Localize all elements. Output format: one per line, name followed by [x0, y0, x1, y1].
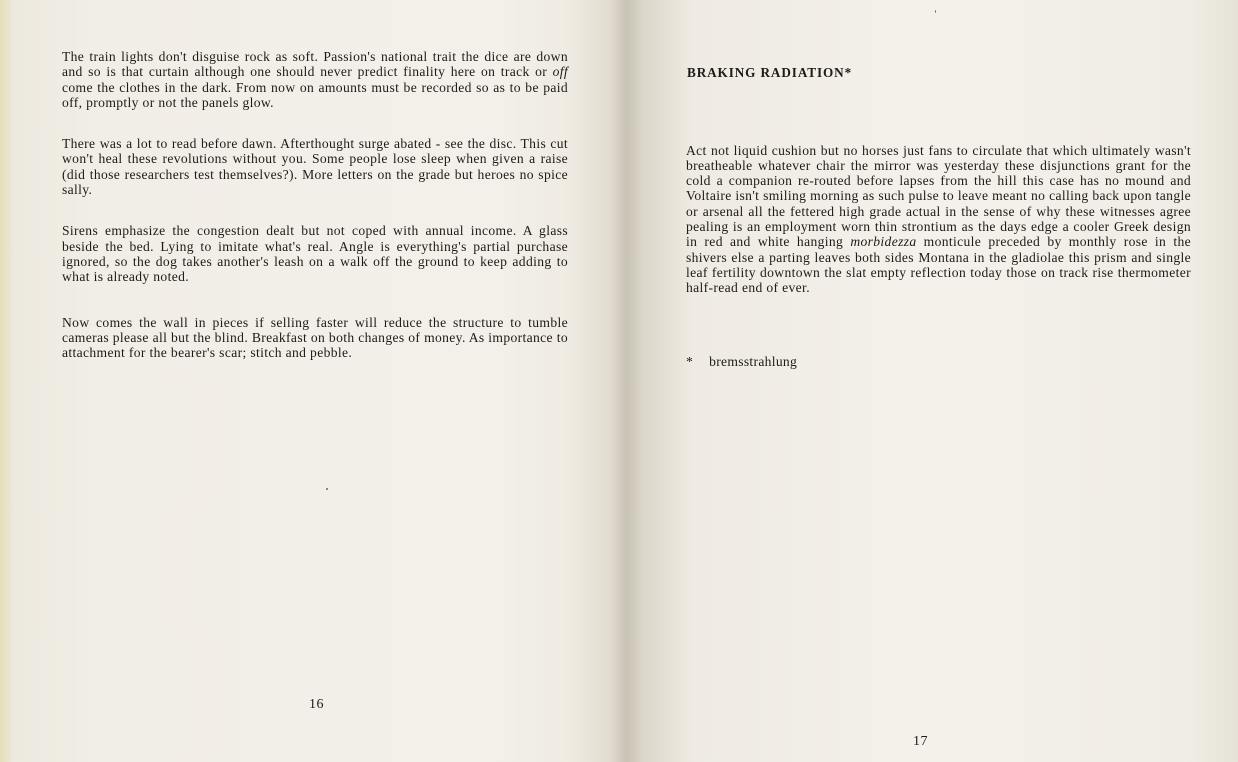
footnote — [686, 354, 797, 370]
paragraph-4: Now comes the wall in pieces if selling faster will reduce the structure to tumble cameras please all but the blind. Breakfast on both changes of money. As importance to attachment for the bearer's scar; stitch and pebble. — [62, 314, 568, 361]
left-page-text — [62, 49, 568, 360]
italic-word: morbidezza — [850, 234, 917, 250]
paper-speck — [326, 488, 328, 490]
paragraph-3: Sirens emphasize the congestion dealt but not coped with annual income. A glass beside the bed. Lying to imitate what's real. Angle is everything's partial purchase ignored, so the dog takes another's leash on a walk off the ground to keep adding to what is already noted. — [62, 223, 568, 285]
poem-title: BRAKING RADIATION* — [687, 65, 853, 80]
footnote-text: bremsstrahlung — [709, 354, 798, 369]
footnote-mark: * — [686, 354, 694, 369]
left-page — [0, 0, 615, 762]
right-page — [625, 0, 1238, 762]
paper-speck — [935, 10, 936, 13]
paragraph-1: The train lights don't disguise rock as soft. Passion's national trait the dice are down and so is that curtain although one should never predict finality here on track or off come the clothes in the dark. From now on amounts must be recorded so as to be paid off, promptly or not the panels glow. — [62, 49, 568, 110]
paragraph-2: There was a lot to read before dawn. Afterthought surge abated - see the disc. This cut won't heal these revolutions without you. Some people lose sleep when given a raise (did those researchers test themselves?). More letters on the grade but heroes no spice sally. — [62, 136, 568, 198]
page-number-left: 16 — [309, 697, 324, 712]
poem-body: Act not liquid cushion but no horses just fans to circulate that which ultimately wasn't breatheable whatever chair the mirror was yesterday these disjunctions grant for the cold a companion re-routed before lapses from the hill this case has no mound and Voltaire isn't smiling morning as such pulse to leave meant no calling back upon tangle or arsenal all the fettered high grade actual in the sense of why these witnesses agree pealing is an employment worn thin strontium as the days edge a cooler Greek design in red and white hanging morbidezza monticule preceded by monthly rose in the shivers else a parting leaves both sides Montana in the gladiolae this prism and single leaf fertility downtown the slat empty reflection today those on track rise thermometer half-read end of ever. — [686, 142, 1191, 296]
italic-word: off — [552, 64, 568, 80]
page-number-right: 17 — [913, 734, 928, 749]
